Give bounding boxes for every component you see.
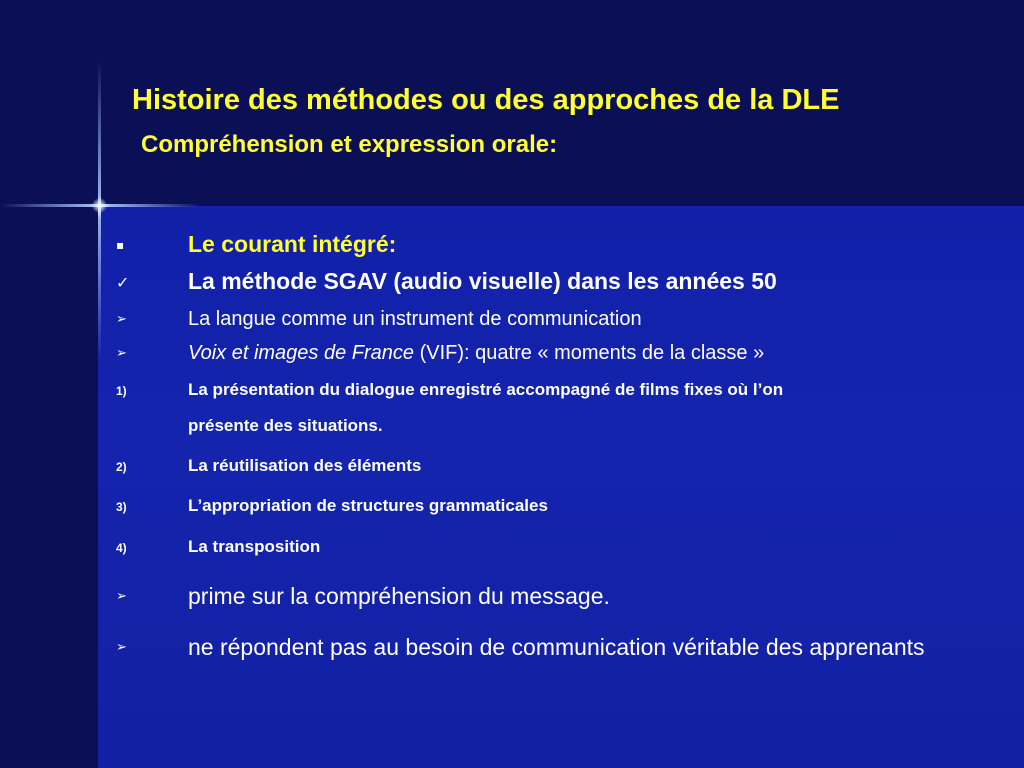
list-item-text: La transposition <box>188 537 321 556</box>
left-band <box>0 206 98 768</box>
list-number: 4) <box>116 541 127 555</box>
list-number: 3) <box>116 500 127 514</box>
arrow-bullet-icon: ➢ <box>116 640 127 655</box>
list-item-text: Le courant intégré: <box>188 231 397 257</box>
square-bullet-icon: ▪ <box>116 238 125 252</box>
list-item-text-line2: présente des situations. <box>188 416 383 435</box>
list-item-text: ne répondent pas au besoin de communication véritable des apprenants <box>188 634 925 660</box>
list-item-text: La langue comme un instrument de communication <box>188 308 642 330</box>
list-item-rest-text: (VIF): quatre « moments de la classe » <box>414 342 765 364</box>
list-number: 2) <box>116 460 127 474</box>
list-item-text: L’appropriation de structures grammaticales <box>188 496 548 515</box>
sparkle-icon <box>92 198 107 213</box>
list-number: 1) <box>116 384 127 398</box>
list-item-text: La présentation du dialogue enregistré accompagné de films fixes où l’on <box>188 380 784 399</box>
arrow-bullet-icon: ➢ <box>116 589 127 604</box>
list-item-text: La méthode SGAV (audio visuelle) dans les années 50 <box>188 268 777 294</box>
checkmark-bullet-icon: ✓ <box>116 273 130 292</box>
list-item-text: prime sur la compréhension du message. <box>188 583 610 609</box>
list-item-italic-text: Voix et images de France <box>188 342 415 364</box>
list-item-text: La réutilisation des éléments <box>188 456 422 475</box>
arrow-bullet-icon: ➢ <box>116 346 127 361</box>
slide-title: Histoire des méthodes ou des approches de la DLE <box>132 84 840 116</box>
slide-subtitle: Compréhension et expression orale: <box>141 131 558 158</box>
list-item-text <box>188 342 764 365</box>
arrow-bullet-icon: ➢ <box>116 312 127 327</box>
